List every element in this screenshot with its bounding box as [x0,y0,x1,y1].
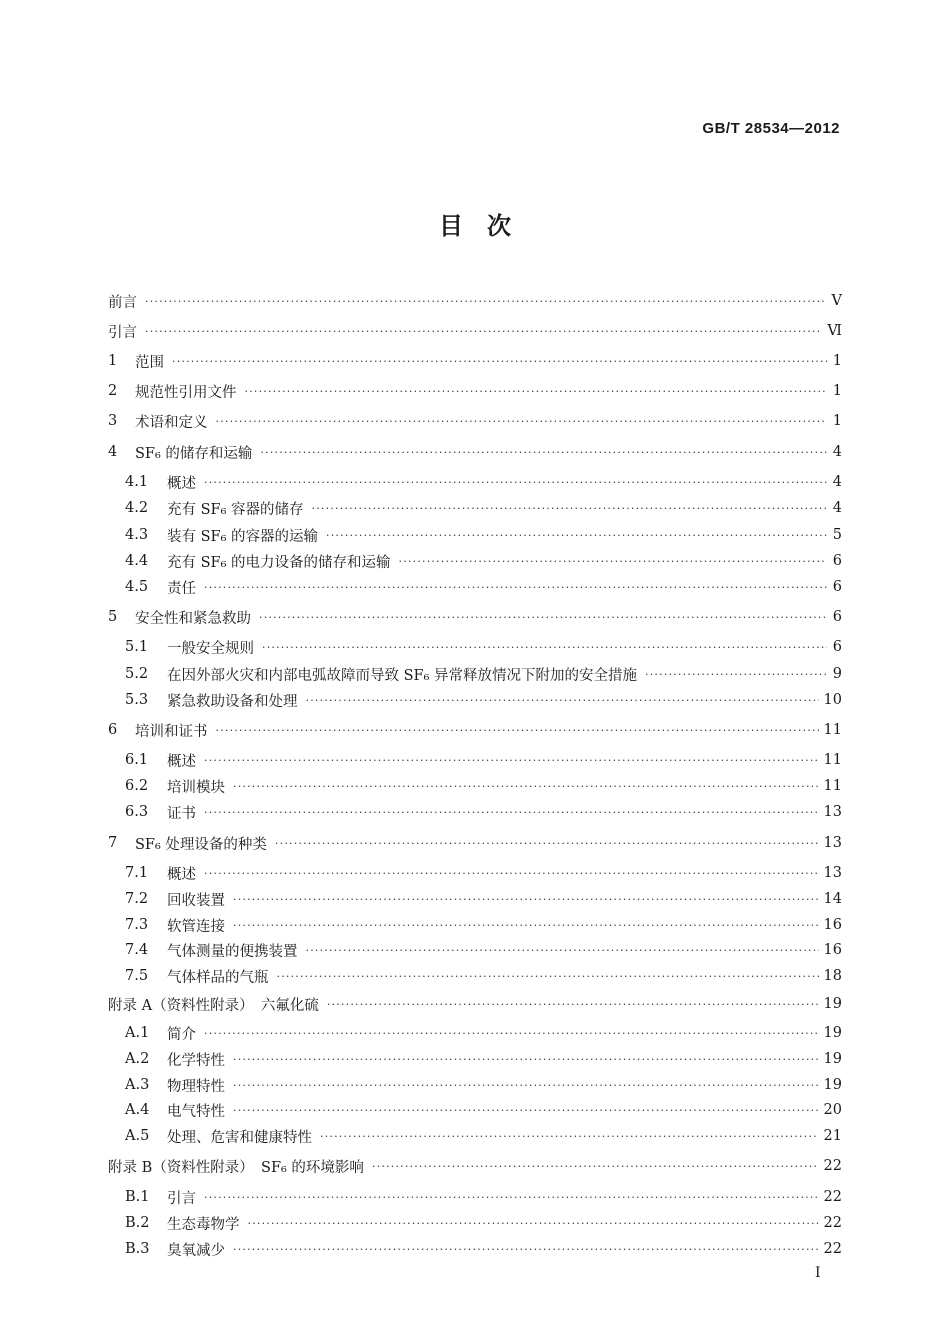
toc-entry-page: 9 [832,666,842,682]
toc-entry-number: 6 [108,722,118,738]
toc-entry-number: 4.2 [125,500,149,516]
toc-entry-title: 一般安全规则 [167,640,254,657]
toc-leader-dots [204,1027,819,1040]
toc-entry-title: 培训模块 [167,779,225,796]
toc-leader-dots [233,1104,819,1117]
toc-entry-number: A.3 [125,1077,150,1093]
toc-entry-number: 4 [108,444,118,460]
toc-leader-dots [204,581,827,594]
toc-entry[interactable] [108,349,842,373]
toc-entry[interactable] [125,1047,842,1071]
toc-entry[interactable] [125,800,842,824]
toc-entry-title: 气体样品的气瓶 [167,969,269,986]
toc-entry[interactable] [108,831,842,855]
toc-entry[interactable] [125,549,842,573]
toc-entry-page: 18 [823,968,842,984]
toc-entry[interactable] [125,748,842,772]
toc-entry-page: 19 [823,1025,842,1041]
toc-entry-number: A.2 [125,1051,150,1067]
toc-entry[interactable] [125,1098,842,1122]
toc-leader-dots [216,415,828,428]
toc-entry-title: 术语和定义 [135,414,208,431]
toc-entry-page: 22 [823,1189,842,1205]
toc-entry-title: 概述 [167,475,196,492]
toc-entry-title: 气体测量的便携装置 [167,943,298,960]
toc-entry-number: 7 [108,835,118,851]
toc-entry-title: 引言 [108,324,137,341]
toc-entry-page: 20 [823,1102,842,1118]
toc-entry[interactable] [125,575,842,599]
toc-entry[interactable] [125,496,842,520]
toc-entry-page: 22 [823,1158,842,1174]
toc-entry[interactable] [108,319,842,343]
toc-entry-title: 范围 [135,354,164,371]
toc-leader-dots [262,641,827,654]
toc-entry-number: A.5 [125,1128,150,1144]
toc-leader-dots [233,1053,819,1066]
toc-entry-page: 10 [823,692,842,708]
toc-entry-number: B.3 [125,1241,150,1257]
toc-entry-page: 4 [832,500,842,516]
toc-entry-title: 处理、危害和健康特性 [167,1129,312,1146]
toc-leader-dots [306,694,819,707]
toc-entry-number: 7.3 [125,917,149,933]
toc-entry-number: 5.2 [125,666,149,682]
toc-entry-title: 附录 A（资料性附录） 六氟化硫 [108,997,319,1014]
toc-entry-page: 21 [823,1128,842,1144]
toc-leader-dots [245,385,828,398]
toc-entry-title: 充有 SF₆ 容器的储存 [167,501,304,518]
toc-entry-number: 5.3 [125,692,149,708]
toc-leader-dots [204,867,819,880]
toc-entry[interactable] [125,662,842,686]
toc-leader-dots [399,555,827,568]
toc-entry-title: 装有 SF₆ 的容器的运输 [167,528,319,545]
toc-entry[interactable] [125,887,842,911]
toc-entry-page: Ⅴ [831,293,842,309]
toc-entry-page: 13 [823,804,842,820]
toc-entry[interactable] [108,379,842,403]
toc-entry-title: SF₆ 的储存和运输 [135,445,253,462]
toc-entry-title: 概述 [167,753,196,770]
toc-entry-number: 4.1 [125,474,149,490]
toc-entry[interactable] [108,440,842,464]
toc-leader-dots [145,325,822,338]
toc-leader-dots [145,295,827,308]
toc-entry-title: 安全性和紧急救助 [135,610,251,627]
toc-entry-page: 4 [832,474,842,490]
toc-entry-title: 附录 B（资料性附录） SF₆ 的环境影响 [108,1159,364,1176]
toc-entry-page: 16 [823,917,842,933]
toc-entry-page: 11 [823,752,842,768]
toc-entry-title: 化学特性 [167,1052,225,1069]
toc-leader-dots [248,1217,819,1230]
toc-entry[interactable] [125,861,842,885]
toc-entry-title: 在因外部火灾和内部电弧故障而导致 SF₆ 异常释放情况下附加的安全措施 [167,667,638,684]
toc-entry[interactable] [125,1021,842,1045]
toc-leader-dots [172,355,827,368]
page-title: 目 次 [439,212,511,240]
toc-entry-title: SF₆ 处理设备的种类 [135,836,267,853]
toc-entry-number: 4.5 [125,579,149,595]
toc-entry-page: 5 [832,527,842,543]
toc-entry-page: 1 [832,413,842,429]
toc-leader-dots [204,476,827,489]
toc-entry-number: 7.4 [125,942,149,958]
toc-entry-number: 5.1 [125,639,149,655]
toc-leader-dots [312,502,827,515]
toc-leader-dots [233,1243,819,1256]
toc-entry-number: 2 [108,383,118,399]
page-number: Ⅰ [815,1265,821,1281]
toc-entry-page: 13 [823,835,842,851]
toc-entry[interactable] [125,1185,842,1209]
toc-entry-number: 6.1 [125,752,149,768]
toc-entry-title: 引言 [167,1190,196,1207]
toc-entry-number: 4.4 [125,553,149,569]
toc-entry-page: 19 [823,1077,842,1093]
toc-leader-dots [260,446,827,459]
toc-leader-dots [326,529,827,542]
toc-entry-title: 物理特性 [167,1078,225,1095]
toc-leader-dots [204,806,819,819]
toc-entry-page: 13 [823,865,842,881]
toc-entry-page: 22 [823,1241,842,1257]
toc-leader-dots [320,1130,819,1143]
toc-leader-dots [204,754,819,767]
toc-entry-number: 4.3 [125,527,149,543]
toc-entry-page: 6 [832,553,842,569]
toc-leader-dots [327,998,819,1011]
toc-entry-number: 3 [108,413,118,429]
standard-number: GB/T 28534—2012 [702,120,840,137]
toc-entry-title: 证书 [167,805,196,822]
toc-entry[interactable] [108,605,842,629]
toc-entry-page: 6 [832,639,842,655]
toc-entry[interactable] [125,1237,842,1261]
toc-entry-page: 11 [823,722,842,738]
toc-leader-dots [204,1191,819,1204]
toc-entry-page: 22 [823,1215,842,1231]
toc-entry[interactable] [125,1211,842,1235]
toc-entry-title: 紧急救助设备和处理 [167,693,298,710]
toc-entry[interactable] [125,964,842,988]
toc-leader-dots [306,944,819,957]
toc-leader-dots [233,893,819,906]
toc-entry-title: 规范性引用文件 [135,384,237,401]
toc-entry-page: 19 [823,996,842,1012]
toc-entry-title: 培训和证书 [135,723,208,740]
toc-entry[interactable] [125,635,842,659]
toc-entry[interactable] [125,523,842,547]
toc-entry[interactable] [108,992,842,1016]
toc-entry[interactable] [125,688,842,712]
toc-entry-page: 19 [823,1051,842,1067]
toc-leader-dots [372,1160,819,1173]
toc-entry[interactable] [108,289,842,313]
toc-entry-number: 1 [108,353,118,369]
toc-entry[interactable] [125,1124,842,1148]
toc-entry-title: 生态毒物学 [167,1216,240,1233]
toc-entry[interactable] [108,409,842,433]
toc-entry[interactable] [108,718,842,742]
toc-entry-title: 简介 [167,1026,196,1043]
toc-entry-page: 6 [832,609,842,625]
toc-leader-dots [275,837,819,850]
toc-entry[interactable] [125,938,842,962]
toc-leader-dots [277,970,819,983]
toc-entry[interactable] [125,913,842,937]
toc-entry-number: 6.2 [125,778,149,794]
toc-entry-number: A.4 [125,1102,150,1118]
toc-leader-dots [233,919,819,932]
toc-entry-number: 7.2 [125,891,149,907]
toc-entry-page: 1 [832,383,842,399]
toc-entry[interactable] [125,1073,842,1097]
toc-leader-dots [645,668,827,681]
toc-entry-number: 6.3 [125,804,149,820]
toc-entry-page: 16 [823,942,842,958]
toc-entry-title: 充有 SF₆ 的电力设备的储存和运输 [167,554,391,571]
toc-entry-number: 7.5 [125,968,149,984]
toc-leader-dots [233,1079,819,1092]
toc-leader-dots [216,724,819,737]
toc-leader-dots [233,780,819,793]
toc-entry[interactable] [125,774,842,798]
toc-entry-title: 电气特性 [167,1103,225,1120]
toc-entry[interactable] [108,1154,842,1178]
toc-entry[interactable] [125,470,842,494]
toc-entry-page: 6 [832,579,842,595]
toc-entry-title: 责任 [167,580,196,597]
toc-entry-title: 臭氧减少 [167,1242,225,1259]
toc-entry-title: 概述 [167,866,196,883]
toc-entry-page: 14 [823,891,842,907]
toc-entry-number: 5 [108,609,118,625]
toc-entry-title: 前言 [108,294,137,311]
toc-entry-number: B.1 [125,1189,150,1205]
toc-entry-number: A.1 [125,1025,150,1041]
toc-entry-page: 1 [832,353,842,369]
toc-entry-title: 回收装置 [167,892,225,909]
toc-entry-page: 11 [823,778,842,794]
toc-entry-number: B.2 [125,1215,150,1231]
toc-entry-page: 4 [832,444,842,460]
toc-entry-title: 软管连接 [167,918,225,935]
toc-entry-number: 7.1 [125,865,149,881]
toc-leader-dots [259,611,827,624]
toc-entry-page: Ⅵ [827,323,842,339]
